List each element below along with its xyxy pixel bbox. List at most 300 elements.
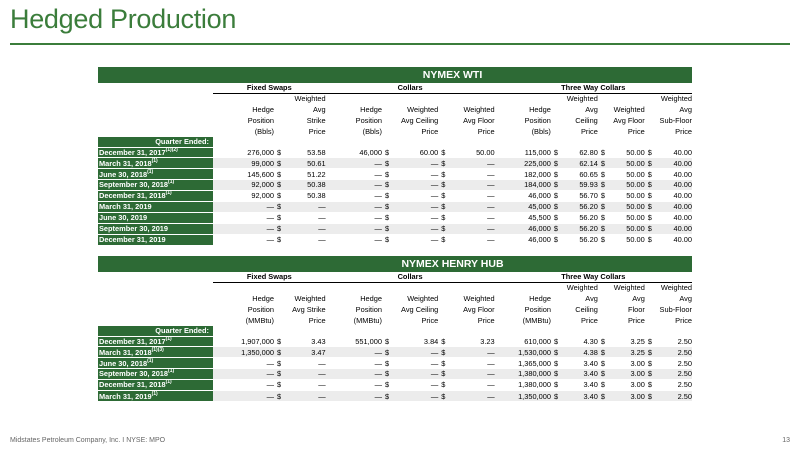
currency-symbol: $ xyxy=(551,369,563,380)
column-header: Weighted xyxy=(407,105,439,115)
row-label-text: September 30, 2019 xyxy=(99,224,169,234)
currency-symbol: $ xyxy=(598,336,610,347)
column-header: (Bbls) xyxy=(531,126,551,136)
table-cell: — xyxy=(286,358,326,369)
currency-symbol: $ xyxy=(598,147,610,158)
table-cell: — xyxy=(450,380,495,391)
row-label xyxy=(98,202,213,213)
currency-symbol: $ xyxy=(551,191,563,202)
currency-symbol: $ xyxy=(382,180,394,191)
currency-symbol: $ xyxy=(645,191,657,202)
currency-symbol: $ xyxy=(598,380,610,391)
table-cell: — xyxy=(326,223,382,234)
table-cell: 1,380,000 xyxy=(495,369,551,380)
currency-symbol: $ xyxy=(551,169,563,180)
row-label-text: March 31, 2018 xyxy=(99,158,152,168)
table-cell: 40.00 xyxy=(656,202,692,213)
currency-symbol: $ xyxy=(274,202,286,213)
column-header: Position xyxy=(247,116,274,126)
footnote-marker: (1) xyxy=(165,190,172,197)
column-header: Weighted xyxy=(660,283,692,293)
currency-symbol: $ xyxy=(645,358,657,369)
footnote-marker: (1) xyxy=(168,179,175,186)
table-cell: 60.65 xyxy=(563,169,598,180)
currency-symbol: $ xyxy=(551,380,563,391)
table-cell: 1,530,000 xyxy=(495,347,551,358)
row-label-text: June 30, 2018 xyxy=(99,169,148,179)
column-header: Weighted xyxy=(294,94,326,104)
table-cell: — xyxy=(450,369,495,380)
table-cell: 46,000 xyxy=(326,147,382,158)
currency-symbol: $ xyxy=(598,169,610,180)
currency-symbol: $ xyxy=(551,147,563,158)
table-cell: 3.00 xyxy=(610,358,645,369)
footnote-marker: (1) xyxy=(151,157,158,164)
currency-symbol: $ xyxy=(438,212,450,223)
column-header: Ceiling xyxy=(575,116,598,126)
table-cell: 2.50 xyxy=(657,336,692,347)
table-row xyxy=(98,147,692,158)
table-cell: — xyxy=(326,191,382,202)
table-cell: — xyxy=(450,180,495,191)
table-cell: 3.25 xyxy=(610,336,645,347)
table-cell: — xyxy=(394,369,439,380)
column-header: Weighted xyxy=(613,105,645,115)
table-cell: 51.22 xyxy=(286,169,326,180)
table-cell: 3.40 xyxy=(563,380,598,391)
column-header: Floor xyxy=(627,305,645,315)
table-cell: 3.47 xyxy=(286,347,326,358)
column-header: Price xyxy=(308,126,326,136)
table-cell: 2.50 xyxy=(657,369,692,380)
column-header: Hedge xyxy=(529,105,551,115)
table-cell: — xyxy=(326,169,382,180)
table-cell: — xyxy=(213,391,274,402)
currency-symbol: $ xyxy=(438,158,450,169)
column-header: Avg xyxy=(679,294,692,304)
table-cell: 56.20 xyxy=(563,234,598,245)
currency-symbol: $ xyxy=(598,347,610,358)
currency-symbol: $ xyxy=(598,191,610,202)
table-cell: 56.20 xyxy=(563,202,598,213)
column-header: Hedge xyxy=(252,105,274,115)
table-cell: 40.00 xyxy=(656,169,692,180)
table-cell: — xyxy=(450,212,495,223)
currency-symbol: $ xyxy=(645,336,657,347)
table-cell: 3.23 xyxy=(450,336,495,347)
table-cell: 145,600 xyxy=(213,169,274,180)
currency-symbol: $ xyxy=(598,202,610,213)
currency-symbol: $ xyxy=(382,147,394,158)
table-cell: — xyxy=(213,358,274,369)
column-header: Avg Ceiling xyxy=(401,305,439,315)
table-cell: — xyxy=(286,202,326,213)
row-label xyxy=(98,158,213,169)
table-cell: 40.00 xyxy=(656,234,692,245)
currency-symbol: $ xyxy=(382,212,394,223)
table-cell: — xyxy=(213,223,274,234)
currency-symbol: $ xyxy=(382,336,394,347)
title-divider xyxy=(10,43,790,45)
table-cell: 3.25 xyxy=(610,347,645,358)
table-row xyxy=(98,191,692,202)
table-cell: 1,350,000 xyxy=(495,391,551,402)
row-label-text: December 31, 2019 xyxy=(99,235,166,245)
currency-symbol: $ xyxy=(438,391,450,402)
table-cell: 50.38 xyxy=(286,180,326,191)
table-cell: 1,365,000 xyxy=(495,358,551,369)
currency-symbol: $ xyxy=(382,169,394,180)
table-cell: 62.80 xyxy=(563,147,598,158)
footnote-marker: (1) xyxy=(151,390,158,397)
currency-symbol: $ xyxy=(438,223,450,234)
currency-symbol: $ xyxy=(438,369,450,380)
table-cell: — xyxy=(394,158,439,169)
column-header: Weighted xyxy=(463,294,495,304)
column-header: Avg Floor xyxy=(463,116,495,126)
table-cell: — xyxy=(394,169,439,180)
table-cell: 45,500 xyxy=(495,212,551,223)
table-cell: — xyxy=(394,202,439,213)
column-header: Hedge xyxy=(252,294,275,304)
table-cell: 1,350,000 xyxy=(213,347,274,358)
currency-symbol: $ xyxy=(382,391,394,402)
table-cell: — xyxy=(326,391,382,402)
currency-symbol: $ xyxy=(551,223,563,234)
table-cell: 46,000 xyxy=(495,223,551,234)
row-label-text: March 31, 2018 xyxy=(99,347,152,357)
table-cell: 92,000 xyxy=(213,191,274,202)
table-cell: 4.30 xyxy=(563,336,598,347)
column-header: Weighted xyxy=(566,94,598,104)
currency-symbol: $ xyxy=(274,212,286,223)
table-cell: 60.00 xyxy=(394,147,439,158)
table-cell: — xyxy=(286,391,326,402)
currency-symbol: $ xyxy=(598,358,610,369)
table-cell: — xyxy=(450,158,495,169)
currency-symbol: $ xyxy=(382,369,394,380)
column-header: (Bbls) xyxy=(254,126,274,136)
currency-symbol: $ xyxy=(382,380,394,391)
column-header: Price xyxy=(627,126,645,136)
table-cell: — xyxy=(326,202,382,213)
table-cell: — xyxy=(394,223,439,234)
currency-symbol: $ xyxy=(645,391,657,402)
table-cell: 2.50 xyxy=(657,391,692,402)
table-cell: 56.70 xyxy=(563,191,598,202)
table-cell: 99,000 xyxy=(213,158,274,169)
column-header: Avg Strike xyxy=(292,305,326,315)
currency-symbol: $ xyxy=(438,147,450,158)
table-cell: 182,000 xyxy=(495,169,551,180)
table-banner: NYMEX HENRY HUB xyxy=(213,256,692,272)
column-header: Avg xyxy=(632,294,645,304)
table-cell: 3.00 xyxy=(610,380,645,391)
currency-symbol: $ xyxy=(274,380,286,391)
column-header: Price xyxy=(421,126,439,136)
table-cell: 50.00 xyxy=(610,191,645,202)
currency-symbol: $ xyxy=(438,180,450,191)
table-cell: — xyxy=(213,380,274,391)
column-header: Price xyxy=(477,315,495,325)
currency-symbol: $ xyxy=(274,336,286,347)
group-fixed-swaps: Fixed Swaps xyxy=(213,272,326,283)
table-cell: — xyxy=(450,191,495,202)
table-row xyxy=(98,391,692,402)
column-header: Weighted xyxy=(613,283,645,293)
table-cell: 3.00 xyxy=(610,369,645,380)
table-cell: 50.00 xyxy=(610,202,645,213)
table-row xyxy=(98,202,692,213)
row-label xyxy=(98,358,213,369)
table-cell: — xyxy=(394,234,439,245)
currency-symbol: $ xyxy=(382,158,394,169)
row-label-text: June 30, 2019 xyxy=(99,213,148,223)
table-cell: — xyxy=(213,202,274,213)
column-header: Position xyxy=(247,305,275,315)
table-cell: 40.00 xyxy=(656,180,692,191)
footnote-marker: (1)(2) xyxy=(165,146,178,153)
column-header: Hedge xyxy=(360,105,382,115)
currency-symbol: $ xyxy=(645,380,657,391)
row-label xyxy=(98,169,213,180)
column-header: Hedge xyxy=(529,294,551,304)
currency-symbol: $ xyxy=(274,158,286,169)
table-cell: 50.00 xyxy=(610,234,645,245)
currency-symbol: $ xyxy=(598,234,610,245)
table-cell: 56.20 xyxy=(563,223,598,234)
currency-symbol: $ xyxy=(274,358,286,369)
column-header: Weighted xyxy=(407,294,439,304)
table-cell: — xyxy=(286,234,326,245)
column-header: (MMBtu) xyxy=(522,315,551,325)
column-header: Price xyxy=(308,315,326,325)
table-row xyxy=(98,369,692,380)
table-cell: — xyxy=(326,158,382,169)
nymex-henry-hub-table xyxy=(98,256,692,401)
table-row xyxy=(98,158,692,169)
currency-symbol: $ xyxy=(551,358,563,369)
column-header: Price xyxy=(675,126,692,136)
column-header: Sub-Floor xyxy=(659,116,692,126)
row-label xyxy=(98,223,213,234)
table-cell: — xyxy=(450,169,495,180)
row-label-text: December 31, 2017 xyxy=(99,147,166,157)
table-cell: — xyxy=(450,223,495,234)
column-header: Avg xyxy=(313,105,326,115)
row-label-text: September 30, 2018 xyxy=(99,180,169,190)
column-header: Position xyxy=(524,305,551,315)
footer-company: Midstates Petroleum Company, Inc. I NYSE: MPO xyxy=(10,437,166,444)
table-cell: — xyxy=(326,347,382,358)
table-cell: 46,000 xyxy=(495,191,551,202)
currency-symbol: $ xyxy=(645,147,657,158)
table-cell: — xyxy=(286,380,326,391)
column-header: Position xyxy=(355,305,382,315)
table-cell: — xyxy=(326,380,382,391)
table-cell: — xyxy=(213,234,274,245)
table-cell: 56.20 xyxy=(563,212,598,223)
column-header: Avg xyxy=(585,105,598,115)
currency-symbol: $ xyxy=(274,223,286,234)
table-cell: 2.50 xyxy=(657,380,692,391)
column-header: Position xyxy=(355,116,382,126)
row-label-text: September 30, 2018 xyxy=(99,369,169,379)
table-cell: — xyxy=(394,191,439,202)
group-collars: Collars xyxy=(326,272,495,283)
table-cell: 50.00 xyxy=(610,223,645,234)
column-header: Ceiling xyxy=(575,305,598,315)
table-cell: — xyxy=(450,347,495,358)
group-collars: Collars xyxy=(326,83,495,94)
currency-symbol: $ xyxy=(274,234,286,245)
table-row xyxy=(98,347,692,358)
table-row xyxy=(98,234,692,245)
column-header: Price xyxy=(421,315,439,325)
footnote-marker: (1) xyxy=(147,357,154,364)
row-label-text: December 31, 2018 xyxy=(99,380,166,390)
table-row xyxy=(98,336,692,347)
table-cell: 50.61 xyxy=(286,158,326,169)
column-header: Weighted xyxy=(566,283,598,293)
table-cell: 50.00 xyxy=(610,212,645,223)
column-header: Weighted xyxy=(294,294,326,304)
table-cell: 40.00 xyxy=(656,158,692,169)
row-label-text: December 31, 2017 xyxy=(99,336,166,346)
table-cell: 3.40 xyxy=(563,391,598,402)
table-cell: 115,000 xyxy=(495,147,551,158)
currency-symbol: $ xyxy=(274,391,286,402)
currency-symbol: $ xyxy=(274,180,286,191)
currency-symbol: $ xyxy=(382,234,394,245)
table-cell: 1,907,000 xyxy=(213,336,274,347)
table-cell: — xyxy=(394,391,439,402)
table-cell: — xyxy=(286,212,326,223)
row-label xyxy=(98,234,213,245)
group-three-way-collars: Three Way Collars xyxy=(495,83,692,94)
table-banner: NYMEX WTI xyxy=(213,67,692,83)
currency-symbol: $ xyxy=(551,202,563,213)
currency-symbol: $ xyxy=(382,191,394,202)
table-cell: — xyxy=(394,380,439,391)
table-cell: 3.40 xyxy=(563,369,598,380)
column-header: Avg Floor xyxy=(613,116,645,126)
row-label xyxy=(98,212,213,223)
table-cell: — xyxy=(450,202,495,213)
currency-symbol: $ xyxy=(645,369,657,380)
currency-symbol: $ xyxy=(438,191,450,202)
table-cell: — xyxy=(213,369,274,380)
table-row xyxy=(98,380,692,391)
row-label-text: March 31, 2019 xyxy=(99,202,152,212)
table-cell: 184,000 xyxy=(495,180,551,191)
column-header: (Bbls) xyxy=(362,126,382,136)
table-cell: 62.14 xyxy=(563,158,598,169)
currency-symbol: $ xyxy=(598,158,610,169)
footnote-marker: (1) xyxy=(147,168,154,175)
group-fixed-swaps: Fixed Swaps xyxy=(213,83,326,94)
row-label xyxy=(98,391,213,402)
currency-symbol: $ xyxy=(645,180,657,191)
column-header: Hedge xyxy=(360,294,382,304)
table-cell: — xyxy=(394,358,439,369)
row-label xyxy=(98,380,213,391)
table-cell: — xyxy=(450,234,495,245)
currency-symbol: $ xyxy=(645,223,657,234)
row-label-text: March 31, 2019 xyxy=(99,391,152,401)
table-cell: 2.50 xyxy=(657,358,692,369)
table-cell: — xyxy=(286,223,326,234)
row-label-text: June 30, 2018 xyxy=(99,358,148,368)
column-header: Price xyxy=(477,126,495,136)
column-header: Avg Ceiling xyxy=(401,116,439,126)
currency-symbol: $ xyxy=(438,380,450,391)
footnote-marker: (1) xyxy=(168,368,175,375)
table-cell: — xyxy=(286,369,326,380)
currency-symbol: $ xyxy=(645,158,657,169)
column-header: (MMBtu) xyxy=(245,315,275,325)
currency-symbol: $ xyxy=(551,234,563,245)
table-cell: 50.00 xyxy=(610,158,645,169)
table-cell: 40.00 xyxy=(656,212,692,223)
table-row xyxy=(98,358,692,369)
group-three-way-collars: Three Way Collars xyxy=(495,272,692,283)
currency-symbol: $ xyxy=(382,347,394,358)
footnote-marker: (1) xyxy=(165,335,172,342)
currency-symbol: $ xyxy=(274,169,286,180)
table-row xyxy=(98,180,692,191)
currency-symbol: $ xyxy=(598,391,610,402)
table-cell: 40.00 xyxy=(656,223,692,234)
table-cell: 92,000 xyxy=(213,180,274,191)
column-header: Avg xyxy=(585,294,598,304)
row-label xyxy=(98,147,213,158)
table-cell: 3.40 xyxy=(563,358,598,369)
table-cell: 225,000 xyxy=(495,158,551,169)
column-header: Avg Floor xyxy=(463,305,495,315)
row-label xyxy=(98,191,213,202)
currency-symbol: $ xyxy=(438,358,450,369)
table-cell: — xyxy=(394,347,439,358)
row-label-text: December 31, 2018 xyxy=(99,191,166,201)
column-header: Sub-Floor xyxy=(659,305,692,315)
table-cell: 45,000 xyxy=(495,202,551,213)
currency-symbol: $ xyxy=(645,202,657,213)
table-cell: 50.00 xyxy=(610,147,645,158)
currency-symbol: $ xyxy=(645,212,657,223)
currency-symbol: $ xyxy=(598,212,610,223)
page-number: 13 xyxy=(782,437,790,444)
table-cell: — xyxy=(326,180,382,191)
column-header: Avg xyxy=(679,105,692,115)
table-cell: 50.00 xyxy=(610,180,645,191)
table-cell: 40.00 xyxy=(656,191,692,202)
currency-symbol: $ xyxy=(551,158,563,169)
nymex-wti-table xyxy=(98,67,692,245)
currency-symbol: $ xyxy=(438,336,450,347)
currency-symbol: $ xyxy=(645,169,657,180)
column-header: Strike xyxy=(306,116,326,126)
currency-symbol: $ xyxy=(551,180,563,191)
currency-symbol: $ xyxy=(382,223,394,234)
row-label xyxy=(98,336,213,347)
table-cell: 50.00 xyxy=(450,147,495,158)
page-title: Hedged Production xyxy=(10,4,237,34)
currency-symbol: $ xyxy=(598,180,610,191)
table-cell: 1,380,000 xyxy=(495,380,551,391)
currency-symbol: $ xyxy=(382,358,394,369)
currency-symbol: $ xyxy=(645,347,657,358)
